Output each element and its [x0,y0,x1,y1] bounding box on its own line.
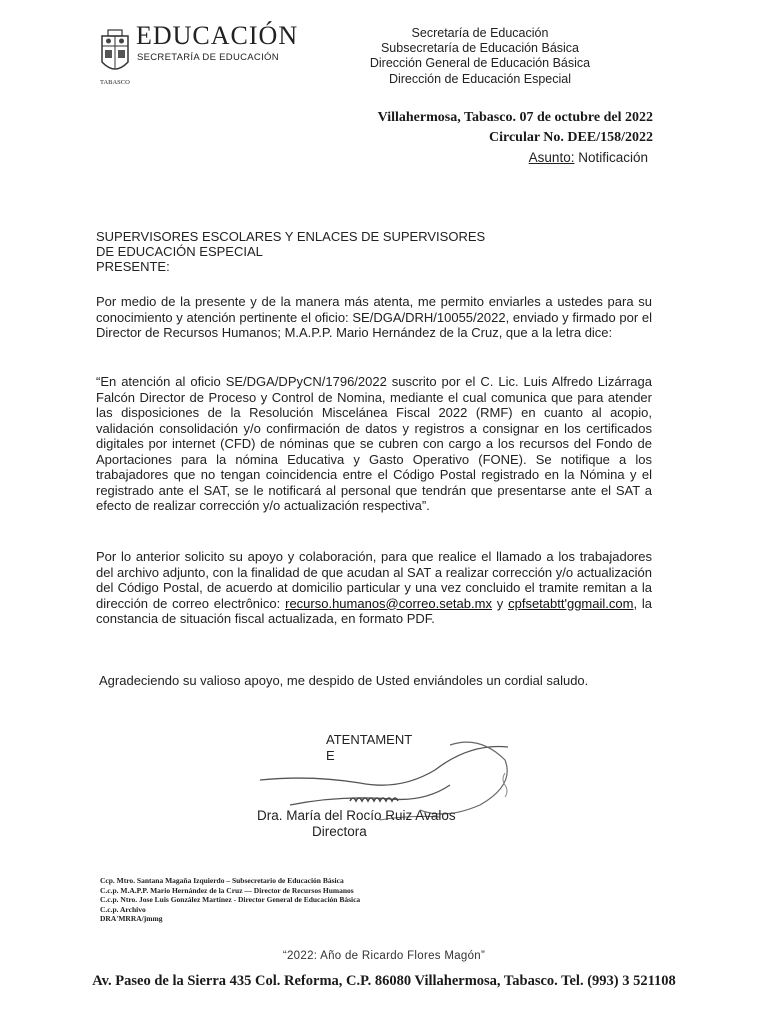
header-line: Dirección de Educación Especial [388,71,572,86]
email-link-cpf[interactable]: cpfsetabtt'ggmail.com [508,595,634,611]
paragraph-text: Por lo anterior solicito su apoyo y colaboración, para que realice el llamado a los trabajadores del archivo adjunto, con la finalidad de que acudan al SAT a realizar corrección y/o actualización del Código Postal, de acuerdo at domicilio particular y una vez concluido el tramite remitan a la dirección de correo electrônico: [96,549,652,611]
carbon-copy-list [100,876,360,924]
ccp-line: DRA'MRRA/jmmg [100,914,163,924]
state-seal-icon [98,28,132,80]
header-line: Secretaría de Educación [411,26,549,40]
signer-name: Dra. María del Rocío Ruiz Avalos [257,808,456,823]
valediction-line: ATENTAMENT [326,732,413,747]
ccp-line: Ccp. Mtro. Santana Magaña Izquierdo – Subsecretario de Educación Básica [100,876,344,885]
institution-header [330,26,630,87]
valediction-line: E [326,748,335,763]
paragraph-text-end: , la constancia de situación fiscal actualizada, en formato PDF. [96,595,652,626]
body-paragraph-3 [96,549,652,627]
body-paragraph-2: “En atención al oficio SE/DGA/DPyCN/1796/2022 suscrito por el C. Lic. Luis Alfredo Lizárraga Falcón Director de Proceso y Control de Nomina, mediante el cual comunica que para atender las disposiciones de la Resolución Miscelánea Fiscal 2022 (RMF) en cuanto al acopio, validación consolidación y/o confirmación de datos y registros a consignar en los certificados digitales por internet (CFD) de nóminas que se cubren con cargo a los recursos del Fondo de Aportaciones para la nómina Educativa y Gasto Operativo (FONE). Se notifique a los trabajadores que no tengan coincidencia entre el Código Postal registrado en la Nómina y el registrado ante el SAT, se le notificará al personal que tendrán que presentarse ante el SAT a efecto de realizar corrección y/o actualización respectiva”. [96,374,652,513]
addressee-block [96,229,485,274]
dateline [378,108,653,148]
closing-greeting: Agradeciendo su valioso apoyo, me despido de Usted enviándoles un cordial saludo. [99,673,589,688]
email-link-rrhh[interactable]: recurso.humanos@correo.setab.mx [285,595,492,611]
circular-number: Circular No. DEE/158/2022 [489,130,653,145]
place-date: Villahermosa, Tabasco. 07 de octubre del 2022 [377,110,653,125]
ccp-line: C.c.p. Archivo [100,904,146,914]
seal-caption: TABASCO [100,79,130,86]
footer-address: Av. Paseo de la Sierra 435 Col. Reforma, C.P. 86080 Villahermosa, Tabasco. Tel. (993) 3 521108 [92,973,676,989]
year-motto: “2022: Año de Ricardo Flores Magón” [282,950,486,962]
subject-label: Asunto: [528,150,575,165]
addressee-line: PRESENTE: [96,259,170,274]
header-line: Subsecretaría de Educación Básica [380,41,580,56]
ccp-line: C.c.p. M.A.P.P. Mario Hernández de la Cruz — Director de Recursos Humanos [100,885,354,895]
addressee-line: DE EDUCACIÓN ESPECIAL [96,244,263,259]
addressee-line: SUPERVISORES ESCOLARES Y ENLACES DE SUPERVISORES [96,229,486,244]
header-line: Dirección General de Educación Básica [369,56,591,71]
body-paragraph-1: Por medio de la presente y de la manera más atenta, me permito enviarles a ustedes para su conocimiento y atención pertinente el oficio: SE/DGA/DRH/10055/2022, enviado y firmado por el Director de Recursos Humanos; M.A.P.P. Mario Hernández de la Cruz, que a la letra dice: [96,294,652,340]
subject-line [529,150,648,165]
signer-title: Directora [312,824,367,839]
subject-value: Notificación [578,150,648,165]
brand-subtitle: SECRETARÍA DE EDUCACIÓN [137,52,279,63]
ccp-line: C.c.p. Ntro. Jose Luis González Martínez - Director General de Educación Básica [100,895,361,905]
brand-title: EDUCACIÓN [136,21,299,50]
conjunction: y [496,595,504,611]
